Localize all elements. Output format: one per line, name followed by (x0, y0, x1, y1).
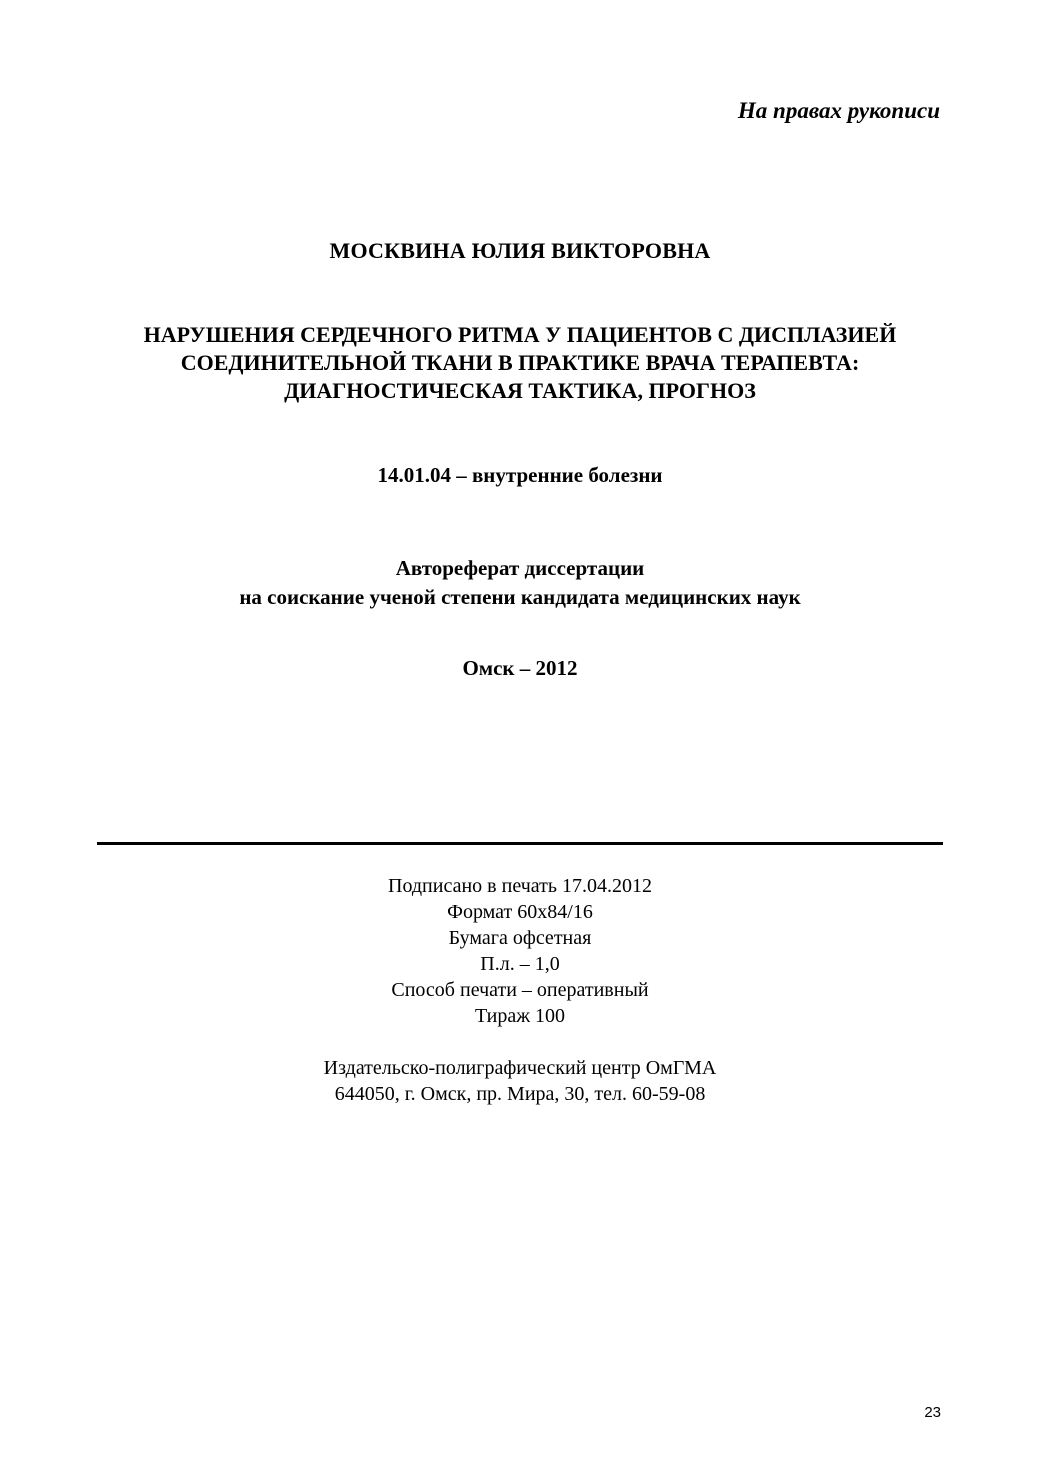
horizontal-divider (97, 842, 943, 845)
city-year: Омск – 2012 (462, 656, 578, 680)
title-line: ДИАГНОСТИЧЕСКАЯ ТАКТИКА, ПРОГНОЗ (284, 378, 756, 403)
imprint-line: Подписано в печать 17.04.2012 (388, 875, 652, 897)
dissertation-title (60, 321, 980, 405)
title-line: СОЕДИНИТЕЛЬНОЙ ТКАНИ В ПРАКТИКЕ ВРАЧА ТЕРАПЕВТА: (180, 350, 860, 375)
abstract-line-1: Автореферат диссертации (395, 556, 645, 580)
imprint-info (120, 873, 920, 1029)
publisher-info (120, 1055, 920, 1107)
author-name: МОСКВИНА ЮЛИЯ ВИКТОРОВНА (329, 238, 711, 263)
abstract-description (60, 554, 980, 612)
imprint-line: Тираж 100 (474, 1005, 566, 1027)
imprint-line: Бумага офсетная (448, 927, 592, 949)
imprint-line: Формат 60х84/16 (447, 901, 593, 923)
imprint-line: П.л. – 1,0 (480, 953, 560, 975)
specialty-code: 14.01.04 – внутренние болезни (377, 463, 663, 487)
manuscript-rights-note: На правах рукописи (737, 98, 940, 123)
publisher-address: 644050, г. Омск, пр. Мира, 30, тел. 60-59-08 (334, 1083, 706, 1105)
title-line: НАРУШЕНИЯ СЕРДЕЧНОГО РИТМА У ПАЦИЕНТОВ С ДИСПЛАЗИЕЙ (143, 322, 897, 347)
publisher-name: Издательско-полиграфический центр ОмГМА (323, 1057, 717, 1079)
page-number: 23 (924, 1404, 941, 1421)
imprint-line: Способ печати – оперативный (391, 979, 649, 1001)
abstract-line-2: на соискание ученой степени кандидата медицинских наук (239, 585, 801, 609)
